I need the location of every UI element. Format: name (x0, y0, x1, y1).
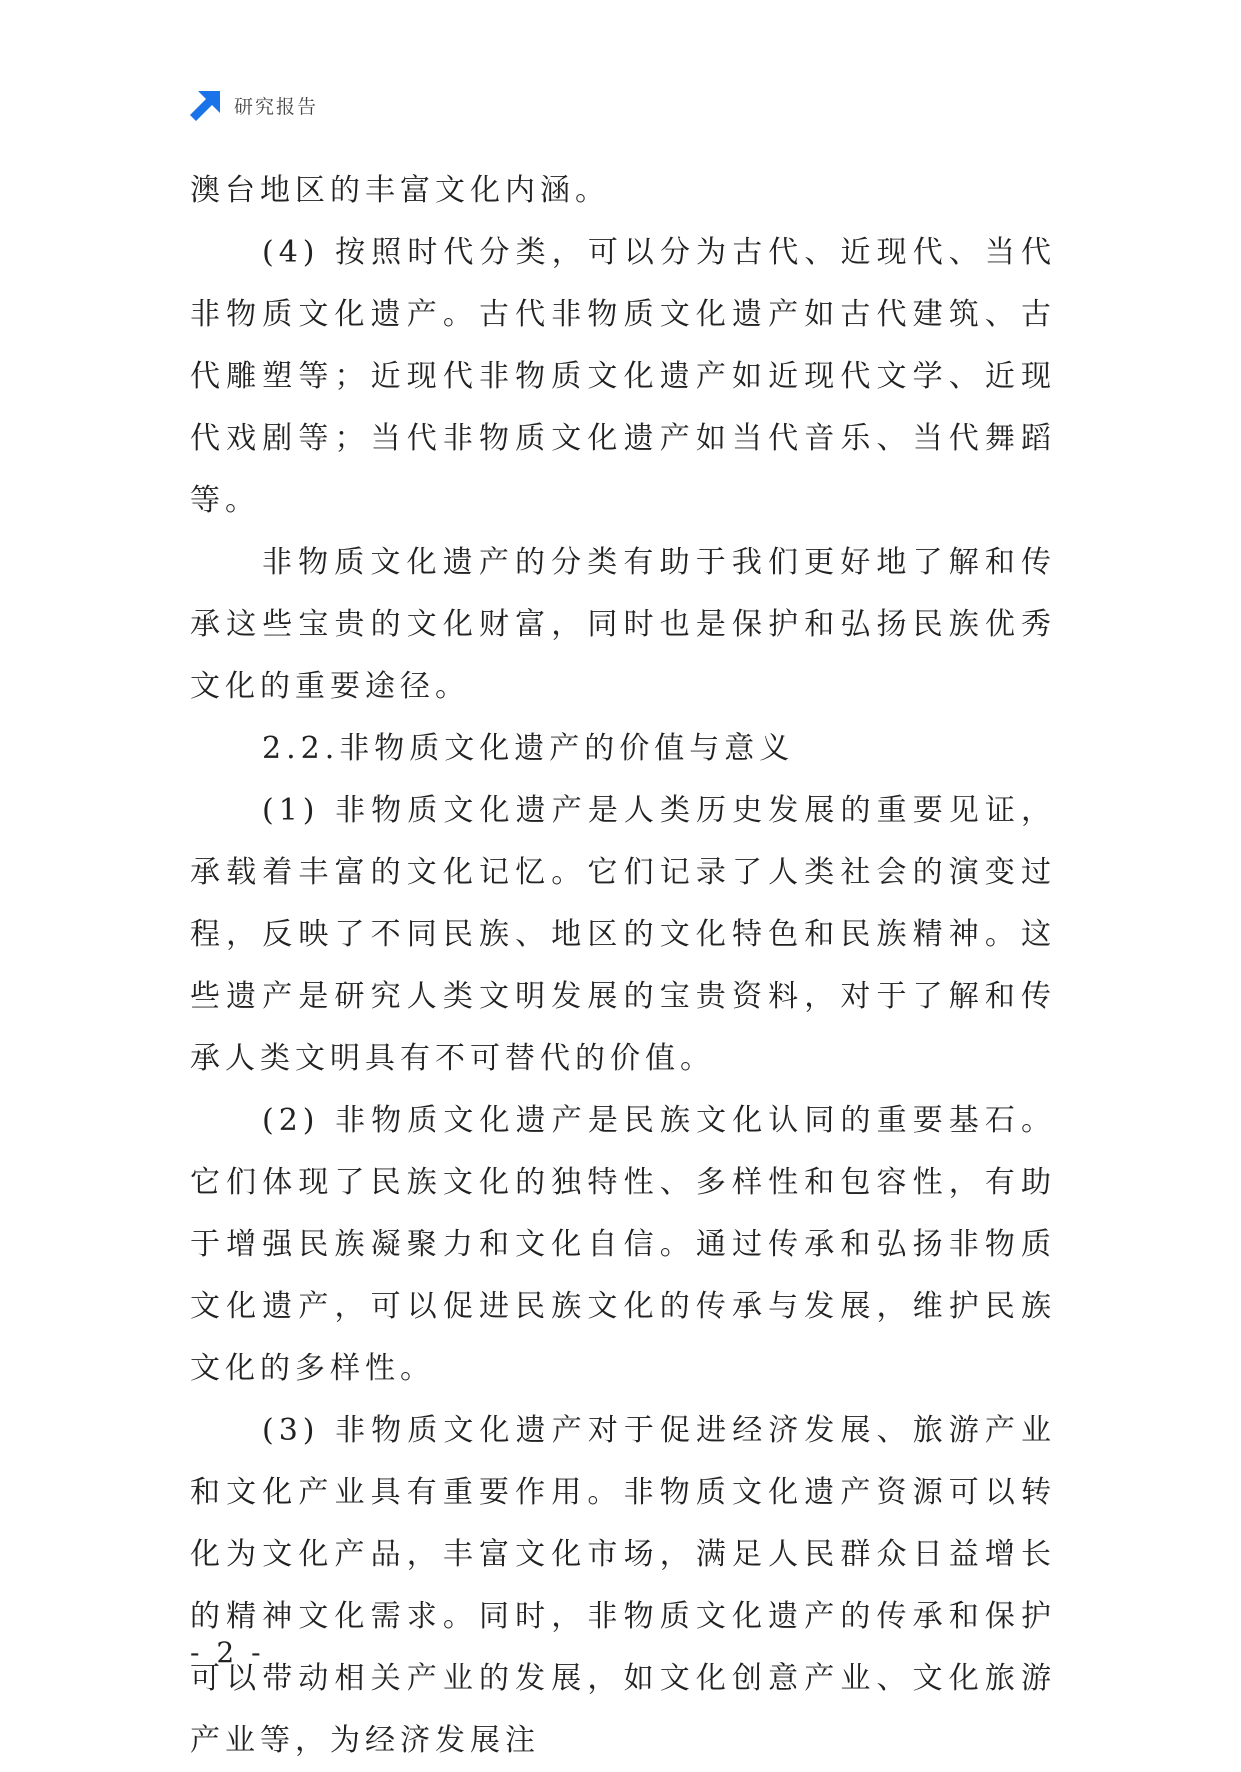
header-title: 研究报告 (234, 95, 319, 118)
paragraph-classification-by-era: (4) 按照时代分类，可以分为古代、近现代、当代非物质文化遗产。古代非物质文化遗产如古代建筑、古代雕塑等；近现代非物质文化遗产如近现代文学、近现代戏剧等；当代非物质文化遗产如当代音乐、当代舞蹈等。 (190, 235, 1056, 518)
paragraph-classification-summary: 非物质文化遗产的分类有助于我们更好地了解和传承这些宝贵的文化财富，同时也是保护和弘扬民族优秀文化的重要途径。 (190, 545, 1056, 704)
page-number: - 2 - (190, 1636, 265, 1669)
paragraph-value-3: (3) 非物质文化遗产对于促进经济发展、旅游产业和文化产业具有重要作用。非物质文化遗产资源可以转化为文化产品，丰富文化市场，满足人民群众日益增长的精神文化需求。同时，非物质文化遗产的传承和保护可以带动相关产业的发展，如文化创意产业、文化旅游产业等，为经济发展注 (190, 1413, 1056, 1758)
document-body (190, 160, 1056, 1772)
paragraph-continuation: 澳台地区的丰富文化内涵。 (190, 173, 610, 208)
arrow-up-right-icon (190, 89, 222, 121)
paragraph-value-1: (1) 非物质文化遗产是人类历史发展的重要见证，承载着丰富的文化记忆。它们记录了人类社会的演变过程，反映了不同民族、地区的文化特色和民族精神。这些遗产是研究人类文明发展的宝贵资料，对于了解和传承人类文明具有不可替代的价值。 (190, 793, 1056, 1076)
paragraph-value-2: (2) 非物质文化遗产是民族文化认同的重要基石。它们体现了民族文化的独特性、多样性和包容性，有助于增强民族凝聚力和文化自信。通过传承和弘扬非物质文化遗产，可以促进民族文化的传承与发展，维护民族文化的多样性。 (190, 1103, 1056, 1386)
section-heading: 2.2.非物质文化遗产的价值与意义 (262, 731, 795, 766)
page-header (190, 88, 318, 122)
